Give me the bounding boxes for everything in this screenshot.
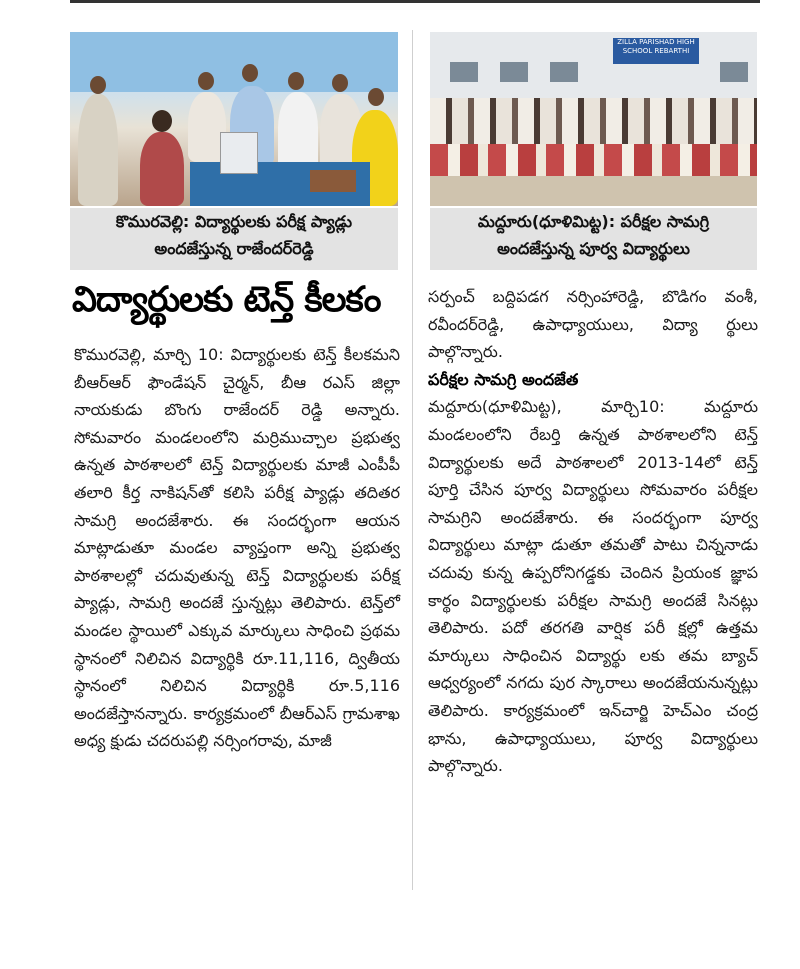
exam-pad (220, 132, 258, 174)
caption-right-line2: అందజేస్తున్న పూర్వ విద్యార్థులు (497, 239, 690, 258)
photo-komuravelli (70, 32, 398, 206)
photo-madduru (430, 32, 757, 206)
person-head (242, 64, 258, 82)
window (450, 62, 478, 82)
photo-background (70, 32, 398, 92)
caption-right-line1: మద్దూరు(ధూళిమిట్ట): పరీక్షల సామగ్రి (477, 212, 710, 231)
student-head (152, 110, 172, 132)
window (500, 62, 528, 82)
caption-right (430, 208, 757, 270)
right-article-body: మద్దూరు(ధూళిమిట్ట), మార్చి10: మద్దూరు మండలంలోని రేబర్తి ఉన్నత పాఠశాలలోని టెన్త్ విద్యార్థులకు అదే పాఠశాలలో 2013-14లో టెన్త్ పూర్తి చేసిన పూర్వ విద్యార్థులు సోమవారం పరీక్షల సామగ్రిని అందజేశారు. ఈ సందర్భంగా పూర్వ విద్యార్థులు మాట్లా డుతూ తమతో పాటు చిన్ననాడు చదువు కున్న ఉప్పరోనిగడ్డకు చెందిన ప్రియంక జ్ఞాప కార్థం విద్యార్థులకు పరీక్షల సామగ్రి అందజే సినట్లు తెలిపారు. పదో తరగతి వార్షిక పరీ క్షల్లో ఉత్తమ మార్కులు సాధించిన విద్యార్థు లకు తమ బ్యాచ్ ఆధ్వర్యంలో నగదు పుర స్కారాలు అందజేయనున్నట్లు తెలిపారు. కార్యక్రమంలో ఇన్‌చార్జి హెచ్‌ఎం చంద్ర భాను, ఉపాధ్యాయులు, పూర్వ విద్యార్థులు పాల్గొన్నారు. (428, 397, 758, 776)
person-head (332, 74, 348, 92)
caption-left-line2: అందజేస్తున్న రాజేందర్‌రెడ్డి (154, 239, 314, 258)
person-head (288, 72, 304, 90)
student-figure (140, 132, 184, 206)
standing-group (430, 98, 757, 144)
left-article (74, 341, 400, 755)
right-article-subhead: పరీక్షల సామగ్రి అందజేత (428, 369, 579, 389)
person-head (198, 72, 214, 90)
person-figure (278, 92, 318, 172)
top-rule (70, 0, 760, 3)
school-building (430, 32, 757, 104)
right-article (428, 283, 758, 780)
column-divider (412, 30, 413, 890)
school-signboard: ZILLA PARISHAD HIGH SCHOOL REBARTHI (613, 38, 699, 64)
caption-left (70, 208, 398, 270)
exam-pads-stack (310, 170, 356, 192)
person-figure (78, 94, 118, 206)
ground (430, 176, 757, 206)
window (720, 62, 748, 82)
headline: విద్యార్థులకు టెన్త్ కీలకం (72, 280, 381, 320)
left-article-body: కొమురవెల్లి, మార్చి 10: విద్యార్థులకు టెన్త్ కీలకమని బీఆర్‌ఆర్ ఫౌండేషన్ చైర్మన్, బీఆ రఎస్ జిల్లా నాయకుడు బొంగు రాజేందర్ రెడ్డి అన్నారు. సోమవారం మండలంలోని మర్రిముచ్చాల ప్రభుత్వ ఉన్నత పాఠశాలలో టెన్త్ విద్యార్థులకు మాజీ ఎంపీపీ తలారి కీర్త నాకిషన్‌తో కలిసి పరీక్ష ప్యాడ్లు తదితర సామగ్రి అందజేశారు. ఈ సందర్భంగా ఆయన మాట్లాడుతూ మండల వ్యాప్తంగా అన్ని ప్రభుత్వ పాఠశాలల్లో చదువుతున్న టెన్త్ విద్యార్థులకు పరీక్ష ప్యాడ్లు, సామగ్రి అందజే స్తున్నట్లు తెలిపారు. టెన్త్‌లో మండల స్థాయిలో ఎక్కువ మార్కులు సాధించి ప్రథమ స్థానంలో నిలిచిన విద్యార్థికి రూ.11,116, ద్వితీయ స్థానంలో నిలిచిన విద్యార్థికి రూ.5,116 అందజేస్తానన్నారు. కార్యక్రమంలో బీఆర్‌ఎస్ గ్రామశాఖ అధ్య క్షుడు చదరుపల్లి నర్సింగరావు, మాజీ (74, 345, 400, 751)
window (550, 62, 578, 82)
person-head (90, 76, 106, 94)
right-article-continuation: సర్పంచ్ బద్దిపడగ నర్సింహారెడ్డి, బొడిగం వంశీ, రవీందర్‌రెడ్డి, ఉపాధ్యాయులు, విద్యా ర్థులు పాల్గొన్నారు. (428, 287, 758, 362)
caption-left-line1: కొమురవెల్లి: విద్యార్థులకు పరీక్ష ప్యాడ్లు (115, 212, 353, 231)
person-head (368, 88, 384, 106)
